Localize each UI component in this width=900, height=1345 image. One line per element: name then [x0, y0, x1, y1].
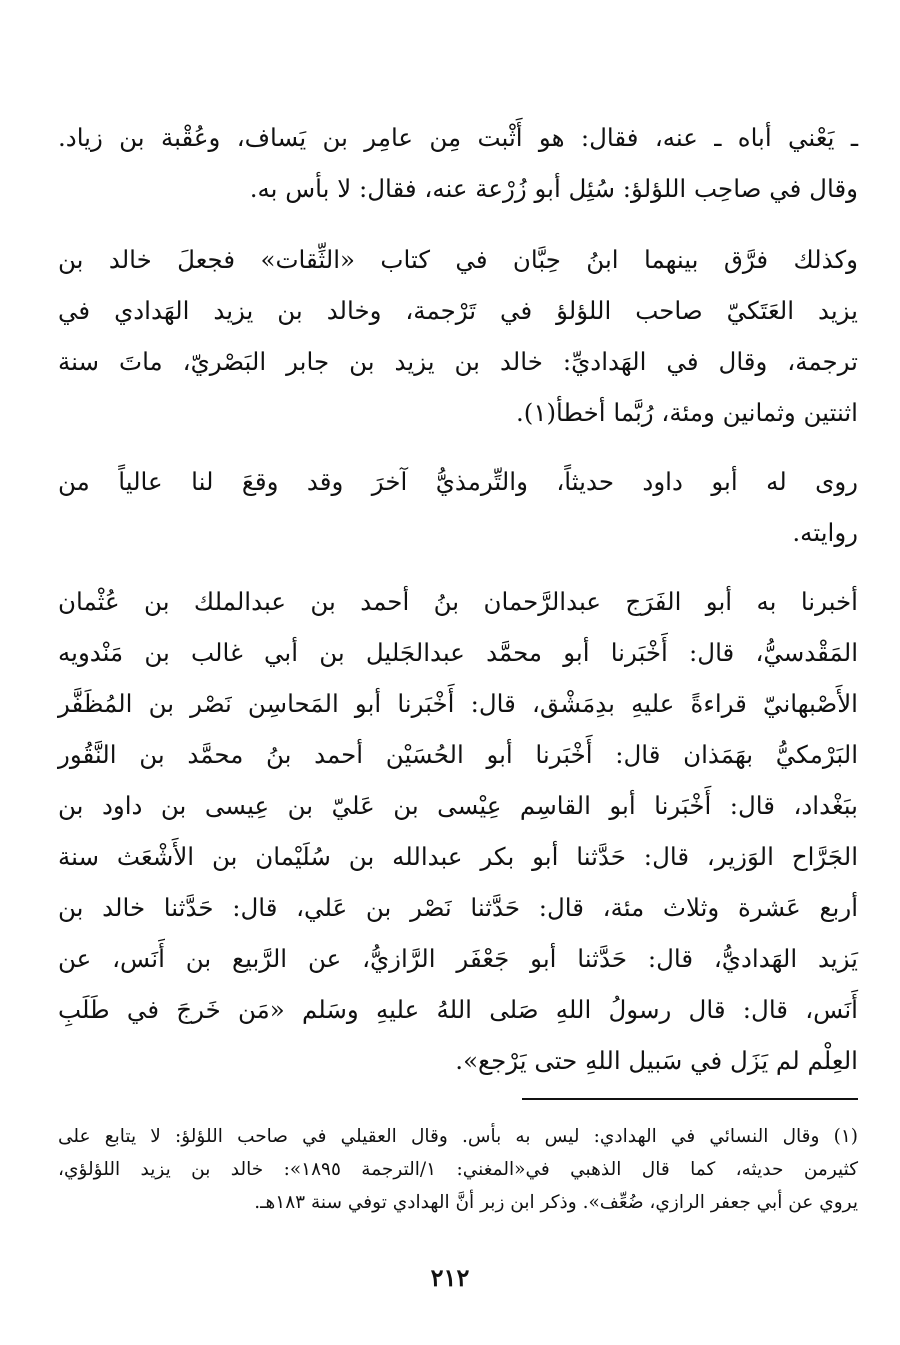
text-line: الجَرَّاح الوَزير، قال: حَدَّثنا أبو بكر عبدالله بن سُلَيْمان بن الأَشْعَث سنة: [58, 842, 858, 871]
text-line: المَقْدسيُّ، قال: أَخْبَرنا أبو محمَّد عبدالجَليل بن أبي غالب بن مَنْدويه: [58, 638, 858, 667]
text-line: العِلْم لم يَزَل في سَبيل اللهِ حتى يَرْجع».: [455, 1046, 858, 1075]
text-line: وكذلك فرَّق بينهما ابنُ حِبَّان في كتاب «الثِّقات» فجعلَ خالد بن: [58, 245, 858, 274]
text-line: روايته.: [792, 518, 858, 547]
footnote-line: يروي عن أبي جعفر الرازي، ضُعِّف». وذكر ابن زبر أنَّ الهدادي توفي سنة ١٨٣هـ.: [254, 1192, 858, 1213]
text-line: أربع عَشرة وثلاث مئة، قال: حَدَّثنا نَصْر بن عَلي، قال: حَدَّثنا خالد بن: [58, 893, 858, 922]
paragraph-1: [58, 112, 858, 214]
footnote-line: (١) وقال النسائي في الهدادي: ليس به بأس. وقال العقيلي في صاحب اللؤلؤ: لا يتابع على: [58, 1126, 858, 1147]
paragraph-2: [58, 234, 858, 438]
text-line: ـ يَعْني أباه ـ عنه، فقال: هو أَثْبت مِن عامِر بن يَساف، وعُقْبة بن زياد.: [58, 123, 858, 152]
footnote-divider: [522, 1098, 858, 1100]
text-line: أَنَس، قال: قال رسولُ اللهِ صَلى اللهُ عليهِ وسَلم «مَن خَرجَ في طَلَبِ: [58, 995, 858, 1024]
text-line: أخبرنا به أبو الفَرَج عبدالرَّحمان بنُ أحمد بن عبدالملك بن عُثْمان: [58, 587, 858, 616]
text-line: اثنتين وثمانين ومئة، رُبَّما أخطأ(١).: [515, 398, 858, 427]
main-text: [58, 108, 858, 1086]
footnote-line: كثيرمن حديثه، كما قال الذهبي في«المغني: ١/الترجمة ١٨٩٥»: خالد بن يزيد اللؤلؤي،: [58, 1159, 859, 1180]
text-line: وقال في صاحِب اللؤلؤ: سُئِل أبو زُرْعة عنه، فقال: لا بأس به.: [249, 174, 858, 203]
text-line: روى له أبو داود حديثاً، والتِّرمذيُّ آخرَ وقد وقعَ لنا عالياً من: [58, 467, 858, 496]
footnotes: [58, 1120, 858, 1219]
paragraph-3: [58, 456, 858, 558]
text-line: ترجمة، وقال في الهَداديِّ: خالد بن يزيد بن جابر البَصْريّ، ماتَ سنة: [58, 347, 858, 376]
text-line: يزيد العَتَكيّ صاحب اللؤلؤ في تَرْجمة، وخالد بن يزيد الهَدادي في: [58, 296, 858, 325]
paragraph-4: [58, 576, 858, 1086]
text-line: ببَغْداد، قال: أَخْبَرنا أبو القاسِم عِيْسى بن عَليّ بن عِيسى بن داود بن: [58, 791, 858, 820]
text-line: البَرْمكيُّ بهَمَذان قال: أَخْبَرنا أبو الحُسَيْن أحمد بنُ محمَّد بن النَّقُور: [58, 740, 858, 769]
text-line: الأَصْبهانيّ قراءةً عليهِ بدِمَشْق، قال: أَخْبَرنا أبو المَحاسِن نَصْر بن المُظَفَّر: [58, 689, 858, 718]
text-line: يَزيد الهَداديُّ، قال: حَدَّثنا أبو جَعْفَر الرَّازيُّ، عن الرَّبيع بن أَنَس، عن: [58, 944, 858, 973]
page-number: ٢١٢: [430, 1263, 470, 1292]
